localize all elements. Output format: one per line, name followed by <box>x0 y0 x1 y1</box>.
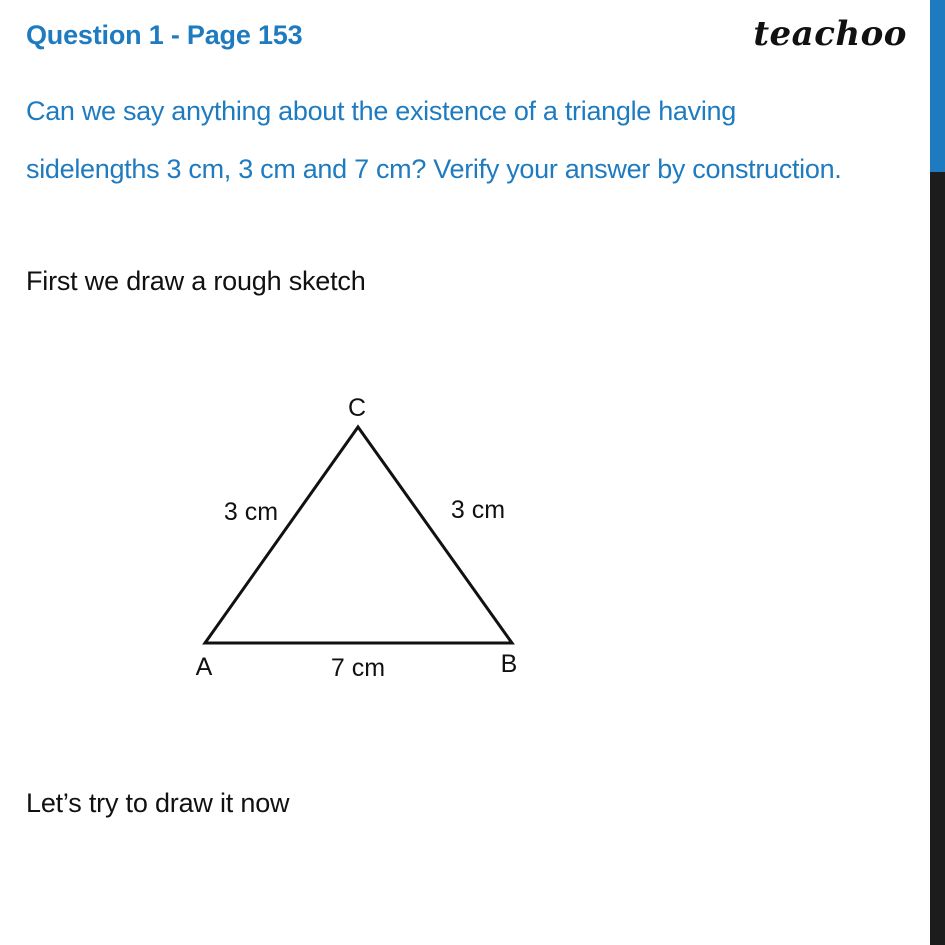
side-label-ab: 7 cm <box>330 654 386 682</box>
try-drawing-text: Let’s try to draw it now <box>26 788 290 818</box>
vertex-label-b: B <box>500 650 518 678</box>
triangle-abc <box>205 427 512 643</box>
question-line-1: Can we say anything about the existence of a triangle having <box>26 96 736 126</box>
teachoo-logo: teachoo <box>753 14 907 54</box>
side-label-bc: 3 cm <box>450 496 506 524</box>
dark-side-bar <box>930 172 945 945</box>
vertex-label-c: C <box>347 394 367 422</box>
side-label-ac: 3 cm <box>223 498 279 526</box>
question-text <box>26 82 926 198</box>
accent-bar <box>930 0 945 172</box>
page-title: Question 1 - Page 153 <box>26 20 303 50</box>
question-line-2: sidelengths 3 cm, 3 cm and 7 cm? Verify your answer by construction. <box>26 154 842 184</box>
sketch-intro-text: First we draw a rough sketch <box>26 266 366 296</box>
vertex-label-a: A <box>195 653 213 681</box>
